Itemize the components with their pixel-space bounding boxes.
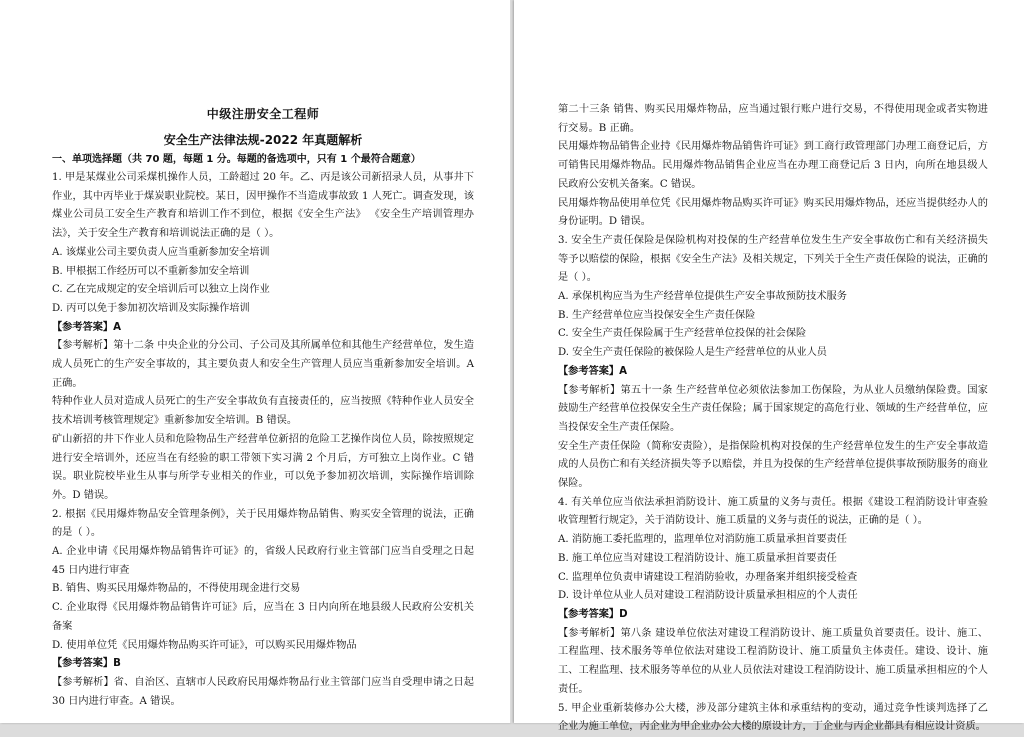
analysis-paragraph: 【参考解析】省、自治区、直辖市人民政府民用爆炸物品行业主管部门应当自受理申请之日起 30 日内进行审查。A 错误。 <box>52 676 474 707</box>
analysis-paragraph: 民用爆炸物品销售企业持《民用爆炸物品销售许可证》到工商行政管理部门办理工商登记后，方可销售民用爆炸物品。民用爆炸物品销售企业应当在办理工商登记后 3 日内，向所在地县级人民政府公安机关备案。C 错误。 <box>558 141 988 190</box>
option-a: A. 承保机构应当为生产经营单位提供生产安全事故预防技术服务 <box>558 291 847 303</box>
analysis-paragraph: 民用爆炸物品使用单位凭《民用爆炸物品购买许可证》购买民用爆炸物品，还应当提供经办人的身份证明。D 错误。 <box>558 197 988 228</box>
answer-line: 【参考答案】A <box>52 321 122 333</box>
analysis-paragraph: 【参考解析】第八条 建设单位依法对建设工程消防设计、施工质量负首要责任。设计、施工、工程监理、技术服务等单位依法对建设工程消防设计、施工质量负主体责任。建设、设计、施工、工程监理、技术服务等单位的从业人员依法对建设工程消防设计、施工质量承担相应的个人责任。 <box>558 627 988 695</box>
document-page-right <box>514 0 1024 733</box>
question-stem: 2. 根据《民用爆炸物品安全管理条例》，关于民用爆炸物品销售、购买安全管理的说法，正确的是（ ）。 <box>52 508 474 539</box>
analysis-paragraph: 安全生产责任保险（简称安责险），是指保险机构对投保的生产经营单位发生的生产安全事故造成的人员伤亡和有关经济损失等予以赔偿，并且为投保的生产经营单位提供事故预防服务的商业保险。 <box>558 440 988 490</box>
option-c: C. 乙在完成规定的安全培训后可以独立上岗作业 <box>52 284 270 296</box>
section-heading: 一、单项选择题（共 70 题，每题 1 分。每题的备选项中，只有 1 个最符合题意） <box>52 154 421 165</box>
answer-line: 【参考答案】A <box>558 365 628 377</box>
analysis-paragraph: 第二十三条 销售、购买民用爆炸物品，应当通过银行账户进行交易，不得使用现金或者实物进行交易。B 正确。 <box>558 104 988 134</box>
option-d: D. 安全生产责任保险的被保险人是生产经营单位的从业人员 <box>558 347 827 359</box>
option-c: C. 安全生产责任保险属于生产经营单位投保的社会保险 <box>558 328 807 340</box>
option-d: D. 设计单位从业人员对建设工程消防设计质量承担相应的个人责任 <box>558 590 858 602</box>
answer-line: 【参考答案】D <box>558 608 628 620</box>
document-title: 中级注册安全工程师 <box>206 107 320 121</box>
option-a: A. 消防施工委托监理的，监理单位对消防施工质量承担首要责任 <box>558 534 847 546</box>
option-c: C. 企业取得《民用爆炸物品销售许可证》后，应当在 3 日内向所在地县级人民政府公安机关备案 <box>52 602 474 632</box>
option-a: A. 该煤业公司主要负责人应当重新参加安全培训 <box>52 246 270 258</box>
option-b: B. 销售、购买民用爆炸物品的，不得使用现金进行交易 <box>52 583 301 595</box>
question-stem: 3. 安全生产责任保险是保险机构对投保的生产经营单位发生生产安全事故伤亡和有关经济损失等予以赔偿的保险，根据《安全生产法》及相关规定，下列关于全生产责任保险的说法，正确的是（ ）。 <box>558 234 988 284</box>
question-stem: 1. 甲是某煤业公司采煤机操作人员，工龄超过 20 年。乙、丙是该公司新招录人员，从事井下作业，其中丙毕业于煤炭职业院校。某日，因甲操作不当造成事故致 1 人死亡。调查发现，该煤业公司员工安全生产教育和培训工作不到位，根据《安全生产法》 《安全生产培训管理办法》，关于安全生产教育和培训说法正确的是（ ）。 <box>52 172 474 240</box>
option-d: D. 丙可以免于参加初次培训及实际操作培训 <box>52 302 250 314</box>
question-stem: 5. 甲企业重新装修办公大楼，涉及部分建筑主体和承重结构的变动，通过竞争性谈判选择了乙企业为施工单位，丙企业为甲企业办公大楼的原设计方，丁企业与丙企业都具有相应设计资质。 <box>558 702 988 733</box>
option-b: B. 生产经营单位应当投保安全生产责任保险 <box>558 309 756 321</box>
answer-line: 【参考答案】B <box>52 658 121 670</box>
document-page-left <box>0 0 510 723</box>
option-b: B. 施工单位应当对建设工程消防设计、施工质量承担首要责任 <box>558 552 837 564</box>
option-b: B. 甲根据工作经历可以不重新参加安全培训 <box>52 265 250 277</box>
analysis-paragraph: 【参考解析】第五十一条 生产经营单位必须依法参加工伤保险，为从业人员缴纳保险费。国家鼓励生产经营单位投保安全生产责任保险；属于国家规定的高危行业、领域的生产经营单位，应当投保安全生产责任保险。 <box>558 384 988 433</box>
option-c: C. 监理单位负责申请建设工程消防验收，办理备案并组织接受检查 <box>558 571 858 583</box>
question-stem: 4. 有关单位应当依法承担消防设计、施工质量的义务与责任。根据《建设工程消防设计审查验收管理暂行规定》，关于消防设计、施工质量的义务与责任的说法，正确的是（ ）。 <box>558 496 988 527</box>
analysis-paragraph: 矿山新招的井下作业人员和危险物品生产经营单位新招的危险工艺操作岗位人员，除按照规定进行安全培训外，还应当在有经验的职工带领下实习满 2 个月后，方可独立上岗作业。C 错误。职业院校毕业生从事与所学专业相关的作业，可以免予参加初次培训，实际操作培训除外。D 错误。 <box>52 433 474 501</box>
option-a: A. 企业申请《民用爆炸物品销售许可证》的，省级人民政府行业主管部门应当自受理之日起 45 日内进行审查 <box>52 546 474 576</box>
analysis-paragraph: 特种作业人员对造成人员死亡的生产安全事故负有直接责任的，应当按照《特种作业人员安全技术培训考核管理规定》重新参加安全培训。B 错误。 <box>52 396 474 427</box>
title-block <box>52 105 474 149</box>
option-d: D. 使用单位凭《民用爆炸物品购买许可证》，可以购买民用爆炸物品 <box>52 639 357 651</box>
document-subtitle: 安全生产法律法规-2022 年真题解析 <box>163 133 363 147</box>
analysis-paragraph: 【参考解析】第十二条 中央企业的分公司、子公司及其所属单位和其他生产经营单位，发生造成人员死亡的生产安全事故的，其主要负责人和安全生产管理人员应当重新参加安全培训。A 正确。 <box>52 340 474 389</box>
